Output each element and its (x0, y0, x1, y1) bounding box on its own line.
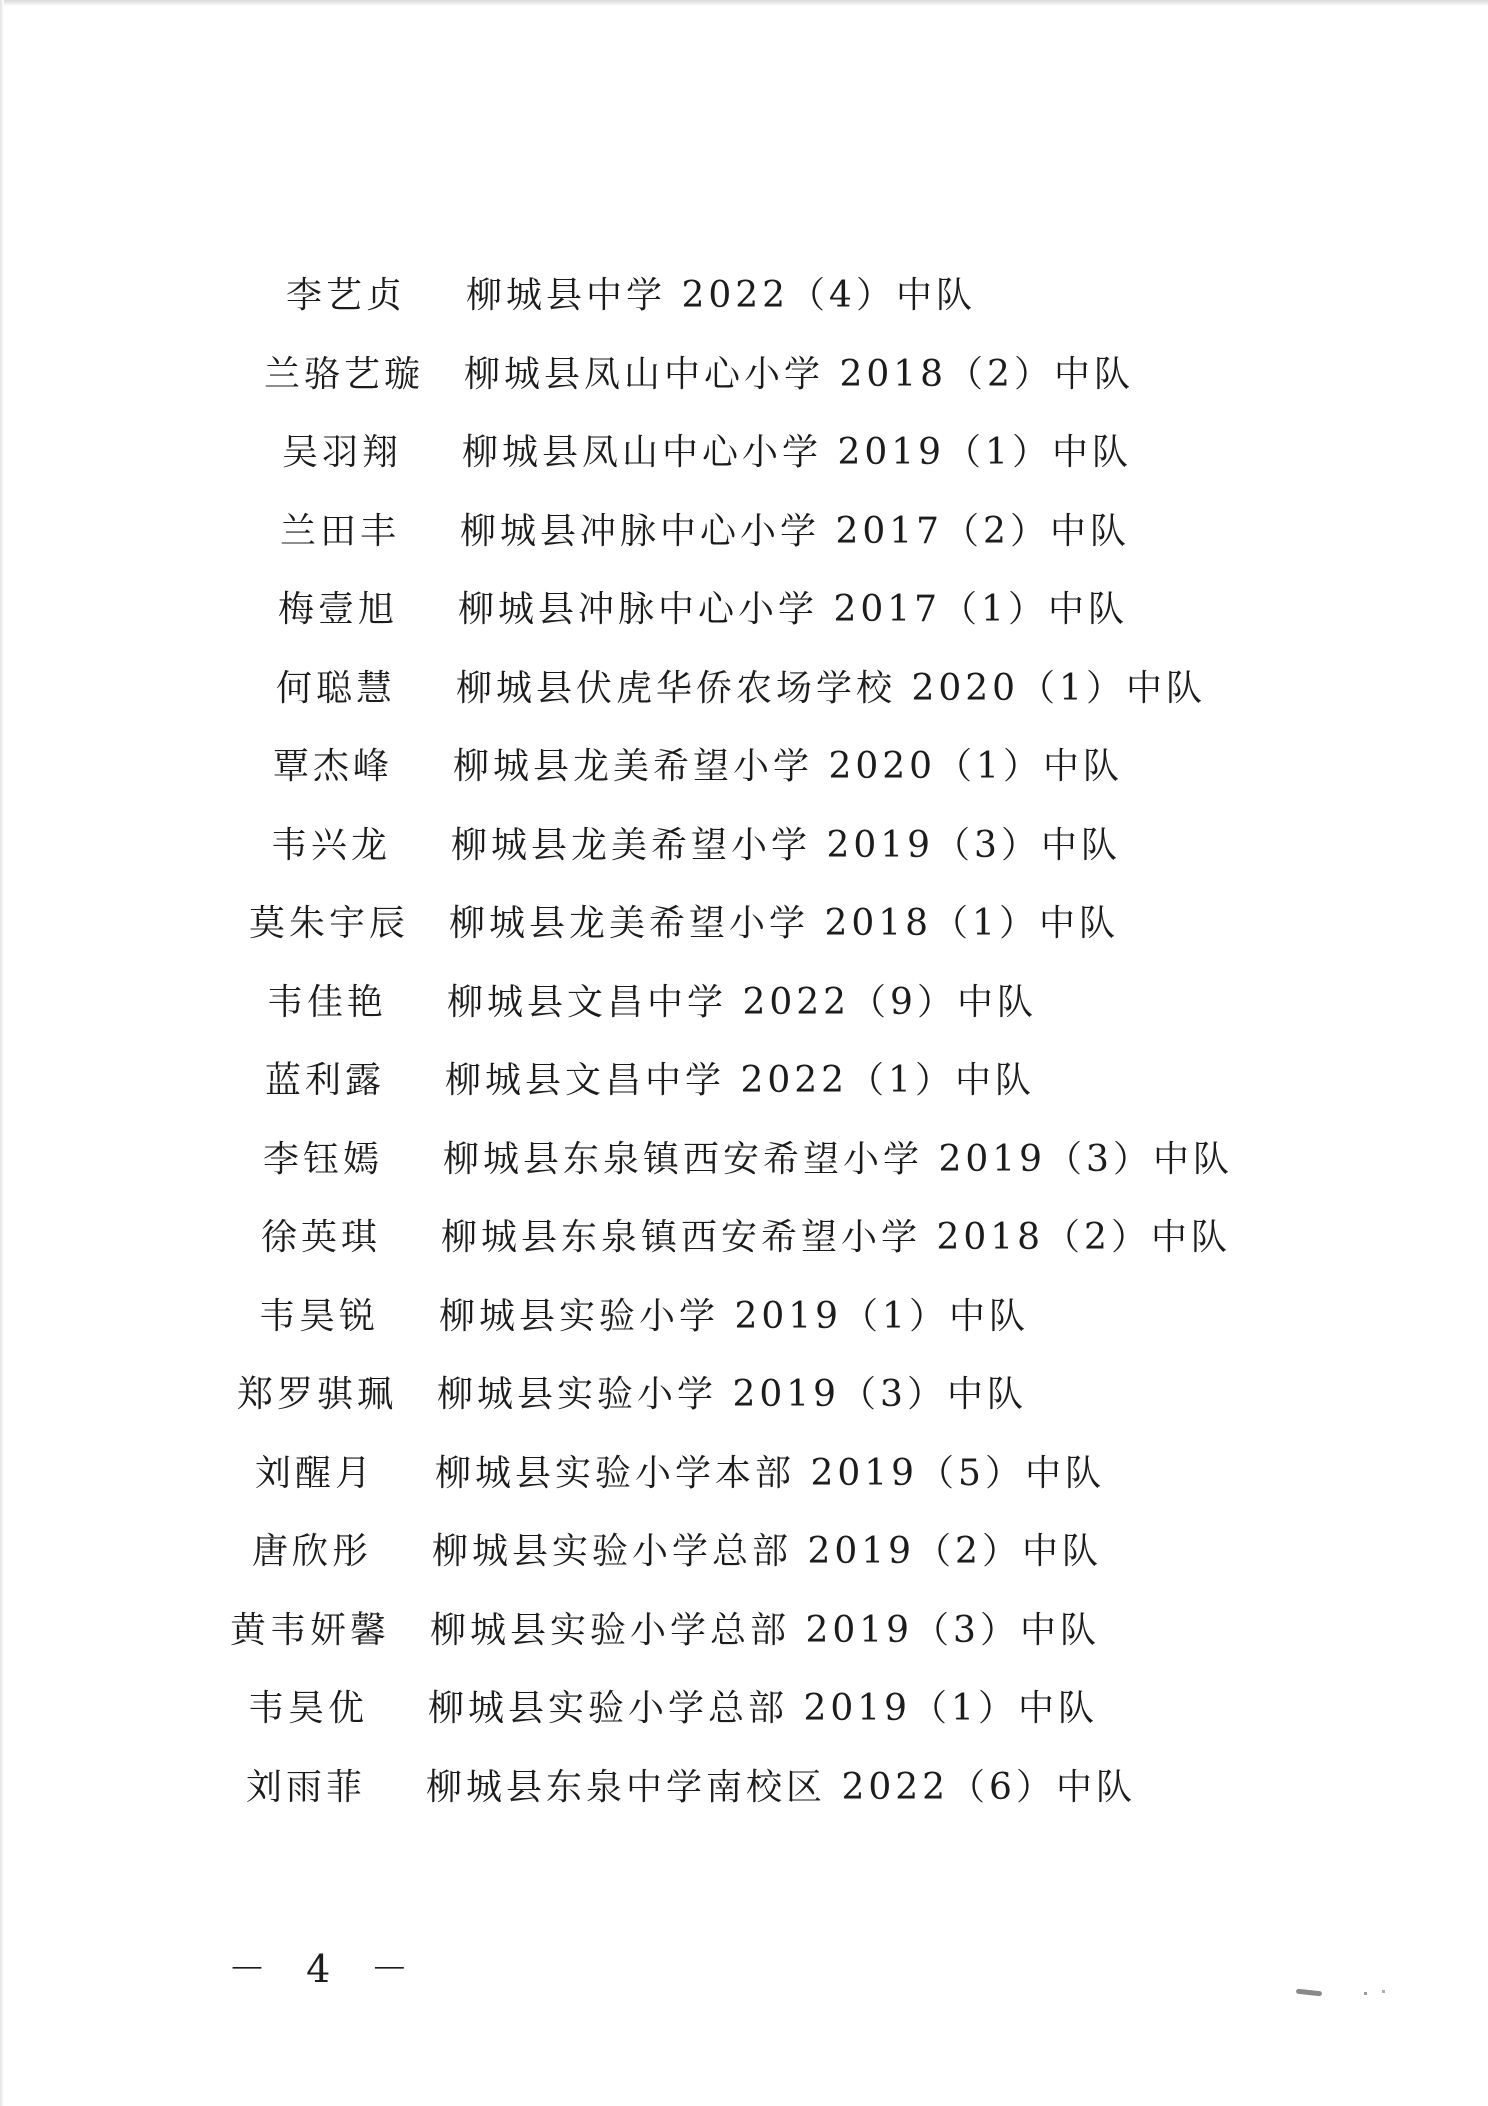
roster-entry (224, 1675, 1098, 1735)
entry-unit: 柳城县伏虎华侨农场学校 2020（1）中队 (456, 667, 1206, 709)
entry-name: 覃杰峰 (272, 745, 393, 787)
roster-entry (222, 1754, 1136, 1814)
entry-name: 何聪慧 (275, 667, 396, 709)
entry-unit: 柳城县实验小学总部 2019（1）中队 (428, 1687, 1098, 1729)
entry-unit: 柳城县实验小学本部 2019（5）中队 (435, 1452, 1105, 1494)
scan-speck (1364, 1992, 1367, 1995)
roster-entry (231, 1440, 1105, 1500)
roster-entry (262, 262, 976, 322)
entry-unit: 柳城县龙美希望小学 2020（1）中队 (453, 745, 1123, 787)
roster-entry (233, 1361, 1027, 1421)
roster-entry (249, 733, 1123, 793)
entry-unit: 柳城县龙美希望小学 2018（1）中队 (449, 902, 1119, 944)
entry-name: 郑罗骐珮 (236, 1373, 397, 1415)
roster-entry (235, 1283, 1029, 1343)
entry-name: 韦昊锐 (258, 1295, 379, 1337)
entry-unit: 柳城县冲脉中心小学 2017（1）中队 (458, 588, 1128, 630)
entry-name: 李艺贞 (285, 274, 406, 316)
roster-entry (237, 1204, 1231, 1264)
roster-entry (254, 576, 1128, 636)
entry-name: 韦兴龙 (270, 824, 391, 866)
entry-unit: 柳城县凤山中心小学 2018（2）中队 (464, 353, 1134, 395)
entry-name: 兰田丰 (279, 510, 400, 552)
roster-entry (226, 1597, 1100, 1657)
entry-name: 刘醒月 (254, 1452, 375, 1494)
roster-entry (245, 890, 1119, 950)
entry-unit: 柳城县东泉中学南校区 2022（6）中队 (426, 1766, 1136, 1808)
entry-unit: 柳城县实验小学总部 2019（2）中队 (432, 1530, 1102, 1572)
entry-name: 唐欣彤 (251, 1530, 372, 1572)
entry-name: 黄韦妍馨 (229, 1609, 390, 1651)
roster-entry (247, 812, 1121, 872)
entry-unit: 柳城县东泉镇西安希望小学 2018（2）中队 (441, 1216, 1231, 1258)
scan-speck (1382, 1990, 1385, 1993)
entry-unit: 柳城县文昌中学 2022（9）中队 (447, 981, 1037, 1023)
entry-unit: 柳城县中学 2022（4）中队 (466, 274, 976, 316)
roster-entry (228, 1518, 1102, 1578)
entry-name: 兰骆艺璇 (263, 353, 424, 395)
entry-unit: 柳城县实验小学总部 2019（3）中队 (430, 1609, 1100, 1651)
roster-entry (241, 1047, 1035, 1107)
roster-entry (252, 655, 1206, 715)
entry-name: 徐英琪 (260, 1216, 381, 1258)
entry-name: 李钰嫣 (262, 1138, 383, 1180)
entry-name: 梅壹旭 (277, 588, 398, 630)
roster-entry (260, 341, 1134, 401)
entry-unit: 柳城县龙美希望小学 2019（3）中队 (451, 824, 1121, 866)
entry-name: 吴羽翔 (281, 431, 402, 473)
entry-unit: 柳城县东泉镇西安希望小学 2019（3）中队 (443, 1138, 1233, 1180)
entry-unit: 柳城县冲脉中心小学 2017（2）中队 (460, 510, 1130, 552)
page-number: － 4 － (228, 1947, 423, 1991)
entry-unit: 柳城县文昌中学 2022（1）中队 (445, 1059, 1035, 1101)
entry-unit: 柳城县实验小学 2019（1）中队 (439, 1295, 1029, 1337)
entry-name: 韦佳艳 (266, 981, 387, 1023)
roster-entry (258, 419, 1132, 479)
entry-name: 韦昊优 (247, 1687, 368, 1729)
entry-unit: 柳城县实验小学 2019（3）中队 (437, 1373, 1027, 1415)
entry-unit: 柳城县凤山中心小学 2019（1）中队 (462, 431, 1132, 473)
roster-entry (243, 969, 1037, 1029)
entry-name: 莫朱宇辰 (248, 902, 409, 944)
roster-entry (239, 1126, 1233, 1186)
roster-entry (256, 498, 1130, 558)
entry-name: 蓝利露 (264, 1059, 385, 1101)
entry-name: 刘雨菲 (245, 1766, 366, 1808)
